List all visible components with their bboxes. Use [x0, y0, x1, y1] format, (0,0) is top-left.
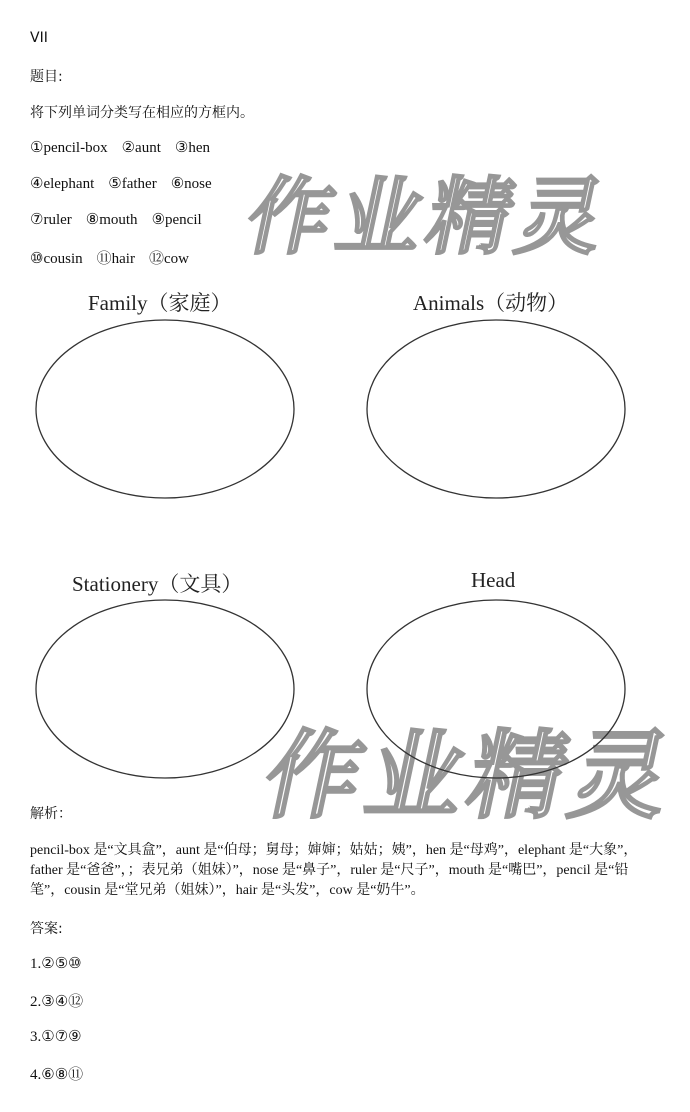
word-item: ①pencil-box — [30, 140, 108, 156]
answer-label: 答案: — [30, 921, 63, 937]
category-title-family: Family（家庭） — [88, 291, 232, 315]
family-ellipse — [36, 320, 294, 498]
watermark-bottom: 作业精灵 — [254, 720, 687, 832]
word-item: ③hen — [174, 140, 210, 156]
word-item: ④elephant — [30, 176, 95, 192]
word-item: ⑦ruler — [30, 212, 72, 228]
head-ellipse — [367, 600, 625, 778]
analysis-label: 解析： — [30, 806, 72, 822]
animals-ellipse — [367, 320, 625, 498]
stationery-ellipse — [36, 600, 294, 778]
word-item: ⑧mouth — [85, 212, 138, 228]
category-title-stationery: Stationery（文具） — [72, 572, 243, 596]
section-number: VII — [30, 30, 48, 46]
answer-item: 3.①⑦⑨ — [30, 1029, 82, 1045]
word-item: ②aunt — [121, 140, 161, 156]
answer-item: 1.②⑤⑩ — [30, 956, 82, 972]
word-item: ⑨pencil — [151, 212, 202, 228]
word-item: ⑪hair — [96, 251, 135, 267]
instruction: 将下列单词分类写在相应的方框内。 — [30, 105, 254, 121]
category-title-animals: Animals（动物） — [413, 291, 569, 315]
question-label: 题目: — [30, 69, 63, 85]
answer-item: 2.③④⑫ — [30, 994, 84, 1010]
word-item: ⑩cousin — [30, 251, 83, 267]
watermark-top: 作业精灵 — [238, 168, 620, 266]
category-title-head: Head — [471, 568, 516, 592]
word-item: ⑤father — [108, 176, 157, 192]
word-item: ⑫cow — [148, 251, 189, 267]
analysis-text: pencil-box 是“文具盒”，aunt 是“伯母；舅母；婶婶；姑姑；姨”，hen 是“母鸡”，elephant 是“大象”，father 是“爸爸”，；表兄弟（姐妹）”，nose 是“鼻子”，ruler 是“尺子”，mouth 是“嘴巴”，pencil 是“铅笔”，cousin 是“堂兄弟（姐妹）”，hair 是“头发”，cow 是“奶牛”。 — [30, 843, 638, 898]
word-item: ⑥nose — [170, 176, 212, 192]
answer-item: 4.⑥⑧⑪ — [30, 1067, 84, 1083]
